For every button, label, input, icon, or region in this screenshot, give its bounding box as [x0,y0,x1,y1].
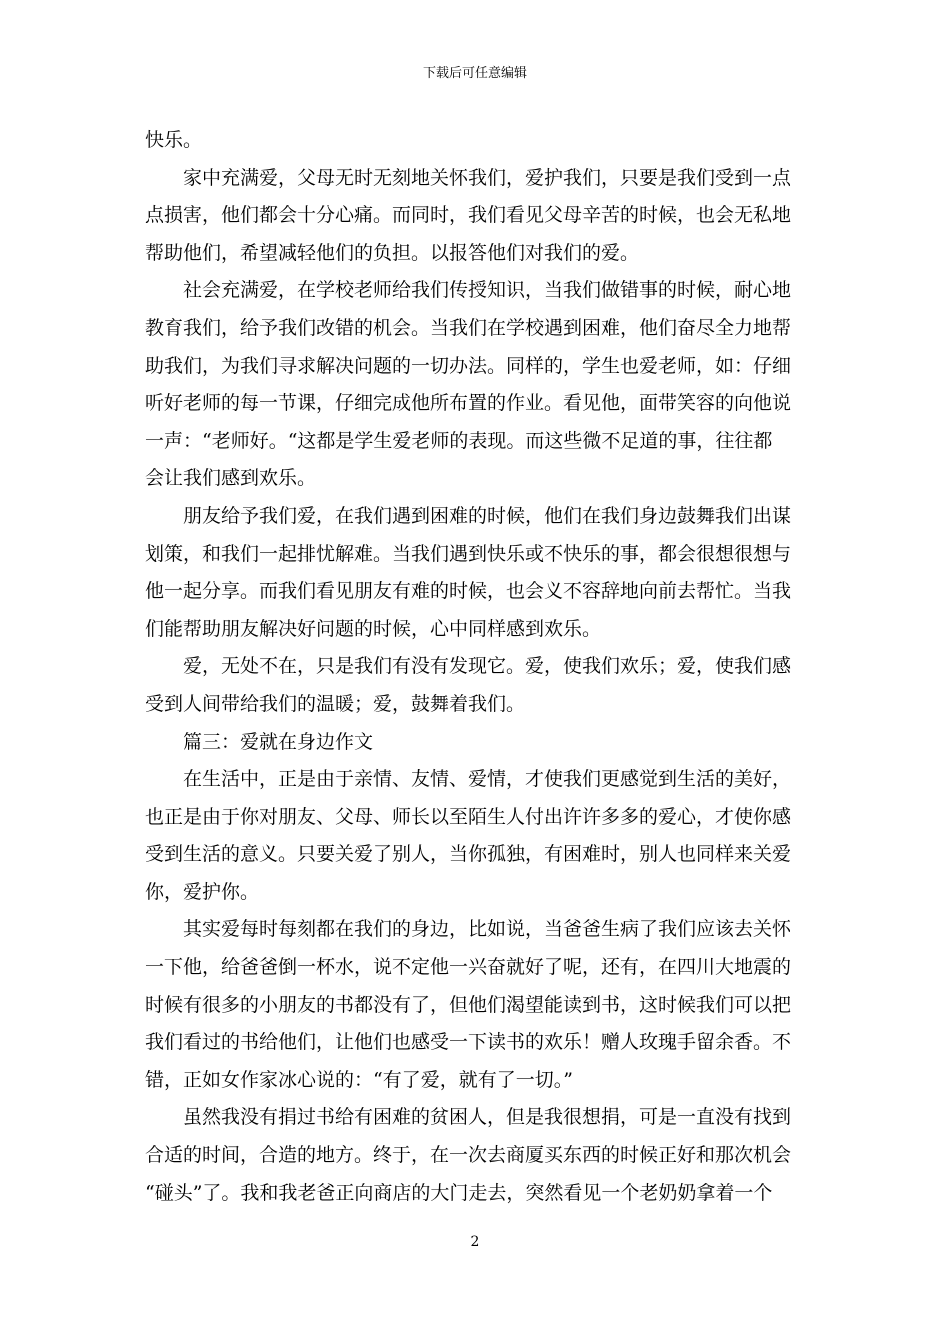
text-line: 错，正如女作家冰心说的：“有了爱，就有了一切。” [145,1068,573,1091]
text-line: 受到人间带给我们的温暖；爱，鼓舞着我们。 [145,692,526,715]
text-line: 时候有很多的小朋友的书都没有了，但他们渴望能读到书，这时候我们可以把 [145,993,792,1016]
text-line: 助我们，为我们寻求解决问题的一切办法。同样的，学生也爱老师，如：仔细 [145,354,792,377]
text-line: 们能帮助朋友解决好问题的时候，心中同样感到欢乐。 [145,617,602,640]
paragraph-start-line: 家中充满爱，父母无时无刻地关怀我们，爱护我们，只要是我们受到一点 [183,166,792,189]
text-line: 一下他，给爸爸倒一杯水，说不定他一兴奋就好了呢，还有，在四川大地震的 [145,956,792,979]
paragraph-start-line: 在生活中，正是由于亲情、友情、爱情，才使我们更感觉到生活的美好， [183,768,792,791]
text-line: 听好老师的每一节课，仔细完成他所布置的作业。看见他，面带笑容的向他说 [145,392,792,415]
page-number: 2 [470,1234,480,1250]
paragraph-start-line: 虽然我没有捐过书给有困难的贫困人，但是我很想捐，可是一直没有找到 [183,1106,792,1129]
text-line: 划策，和我们一起排忧解难。当我们遇到快乐或不快乐的事，都会很想很想与 [145,542,792,565]
document-body [145,122,811,1212]
text-line: 教育我们，给予我们改错的机会。当我们在学校遇到困难，他们奋尽全力地帮 [145,316,792,339]
section-heading: 篇三：爱就在身边作文 [183,730,374,753]
text-line: 帮助他们，希望减轻他们的负担。以报答他们对我们的爱。 [145,241,640,264]
text-line: 点损害，他们都会十分心痛。而同时，我们看见父母辛苦的时候，也会无私地 [145,204,792,227]
text-line: 一声：“老师好。“这都是学生爱老师的表现。而这些微不足道的事，往往都 [145,429,773,452]
text-line: 也正是由于你对朋友、父母、师长以至陌生人付出许许多多的爱心，才使你感 [145,805,792,828]
text-line: “碰头”了。我和我老爸正向商店的大门走去，突然看见一个老奶奶拿着一个 [145,1181,773,1204]
text-line: 合适的时间，合造的地方。终于，在一次去商厦买东西的时候正好和那次机会 [145,1144,792,1167]
paragraph-start-line: 社会充满爱，在学校老师给我们传授知识，当我们做错事的时候，耐心地 [183,279,792,302]
text-line: 受到生活的意义。只要关爱了别人，当你孤独，有困难时，别人也同样来关爱 [145,843,792,866]
text-line: 快乐。 [145,129,203,151]
paragraph-start-line: 朋友给予我们爱，在我们遇到困难的时候，他们在我们身边鼓舞我们出谋 [183,504,792,527]
page-header: 下载后可任意编辑 [422,66,527,81]
text-line: 会让我们感到欢乐。 [145,467,317,490]
text-line: 你，爱护你。 [145,880,260,903]
text-line: 他一起分享。而我们看见朋友有难的时候，也会义不容辞地向前去帮忙。当我 [145,580,792,603]
paragraph-start-line: 爱，无处不在，只是我们有没有发现它。爱，使我们欢乐；爱，使我们感 [183,655,792,678]
paragraph-start-line: 其实爱每时每刻都在我们的身边，比如说，当爸爸生病了我们应该去关怀 [183,918,792,941]
text-line: 我们看过的书给他们，让他们也感受一下读书的欢乐！赠人玫瑰手留余香。不 [145,1031,792,1054]
